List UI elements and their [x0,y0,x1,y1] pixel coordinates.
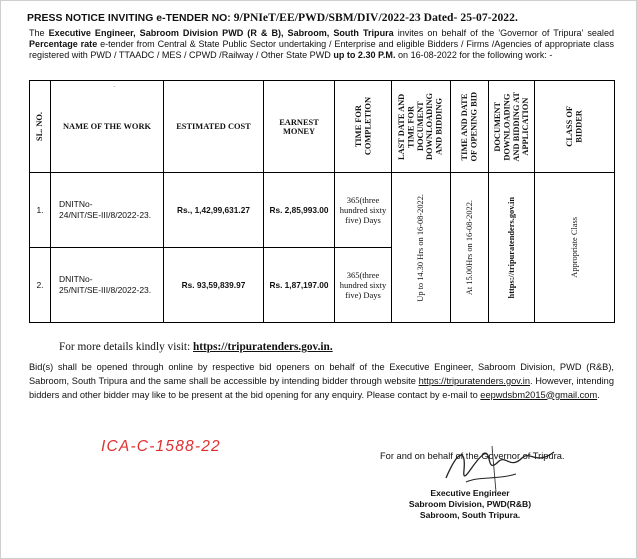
more-details-label: For more details kindly visit: [59,341,193,353]
opening-value: At 15.00Hrs on 16-08-2022. [464,199,474,296]
row-sl: 2. [30,248,51,323]
intro-text: The [29,28,49,38]
officer-division: Sabroom Division, PWD(R&B) [408,499,532,510]
header-class-label: CLASS OF BIDDER [565,106,584,147]
header-cost [164,81,264,173]
notice-intro [29,28,614,62]
intro-deadline: up to 2.30 P.M. [333,50,396,61]
row-completion-time: 365(three hundred sixty five) Days [335,248,392,323]
bid-text: . [597,389,600,400]
merged-opening [451,173,489,323]
header-class [535,81,615,173]
row-earnest-money: Rs. 1,87,197.00 [264,248,335,323]
header-work-label: NAME OF THE WORK [62,122,152,131]
more-details [59,341,333,353]
tender-table [29,80,615,323]
row-completion-time: 365(three hundred sixty five) Days [335,173,392,248]
last-date-value: Up to 14.30 Hrs on 16-08-2022. [416,193,426,302]
more-details-link[interactable]: https://tripuratenders.gov.in. [193,341,333,353]
intro-text: e-tender from Central & State Public Sector undertaking / Enterprise and eligible Bidders / Firms /Agencies of appropriate class registered with PWD / TTAADC / MES / CPWD /Railway / Other State PWD [29,39,614,61]
header-opening [451,81,489,173]
intro-text: on 16-08-2022 for the following work: - [395,50,553,61]
table-row [30,173,615,248]
scan-speck: · [113,83,116,91]
notice-ref-no: 9/PNIeT/EE/PWD/SBM/DIV/2022-23 Dated- 25-07-2022. [233,11,518,24]
header-last-date-label: LAST DATE AND TIME FOR DOCUMENT DOWNLOADING AND BIDDING [397,92,445,160]
merged-class [535,173,615,323]
intro-rate-type: Percentage rate [29,39,98,50]
row-earnest-money: Rs. 2,85,993.00 [264,173,335,248]
header-sl-label: SL. NO. [35,111,45,142]
intro-issuer: Executive Engineer, Sabroom Division PWD (R & B), Sabroom, South Tripura [48,28,394,38]
header-money-label: EARNEST MONEY [279,117,319,136]
contact-email-link[interactable]: eepwdsbm2015@gmail.com [480,389,598,400]
header-cost-label: ESTIMATED COST [176,122,251,131]
officer-designation [380,488,560,522]
officer-title: Executive Engineer [430,488,510,498]
bid-opening-paragraph [29,361,614,402]
behalf-line: For and on behalf of the Governor of Tripura. [380,451,565,461]
header-time [335,81,392,173]
row-estimated-cost: Rs. 93,59,839.97 [164,248,264,323]
table-header-row [30,81,615,173]
class-value: Appropriate Class [569,217,579,278]
site-link[interactable]: https://tripuratenders.gov.in [506,196,516,299]
header-sl [30,81,51,173]
bid-text: Bid(s) shall be opened through online by respective bid openers on behalf of the Executive Engineer, Sabroom Division, PWD (R&B), Sabroom, South Tripura and the same shall be accessible by intending bidder through website [29,362,614,386]
ica-handwritten-number: ICA-C-1588-22 [101,438,221,455]
notice-title-prefix: PRESS NOTICE INVITING e-TENDER NO: [27,13,231,24]
bid-text: . However, intending bidders and other bidder may like to be present at the bid opening for any enquiry. Please contact by e-mail to [29,375,614,400]
merged-last-date [392,173,451,323]
header-time-label: TIME FOR COMPLETION [353,97,372,156]
header-site [489,81,535,173]
intro-text: invites on behalf of the 'Governor of Tripura' sealed [393,28,615,38]
header-work [51,81,164,173]
row-estimated-cost: Rs., 1,42,99,631.27 [164,173,264,248]
header-money [264,81,335,173]
header-last-date [392,81,451,173]
row-work-name: DNITNo- 25/NIT/SE-III/8/2022-23. [51,248,164,323]
notice-heading [27,11,518,24]
bid-website-link[interactable]: https://tripuratenders.gov.in [418,375,530,386]
row-sl: 1. [30,173,51,248]
officer-location: Sabroom, South Tripura. [419,510,521,521]
merged-site [489,173,535,323]
header-opening-label: TIME AND DATE OF OPENING BID [460,91,479,162]
header-site-label: DOCUMENT DOWNLOADING AND BIDDING AT APPLICATION [492,91,530,162]
row-work-name: DNITNo- 24/NIT/SE-III/8/2022-23. [51,173,164,248]
